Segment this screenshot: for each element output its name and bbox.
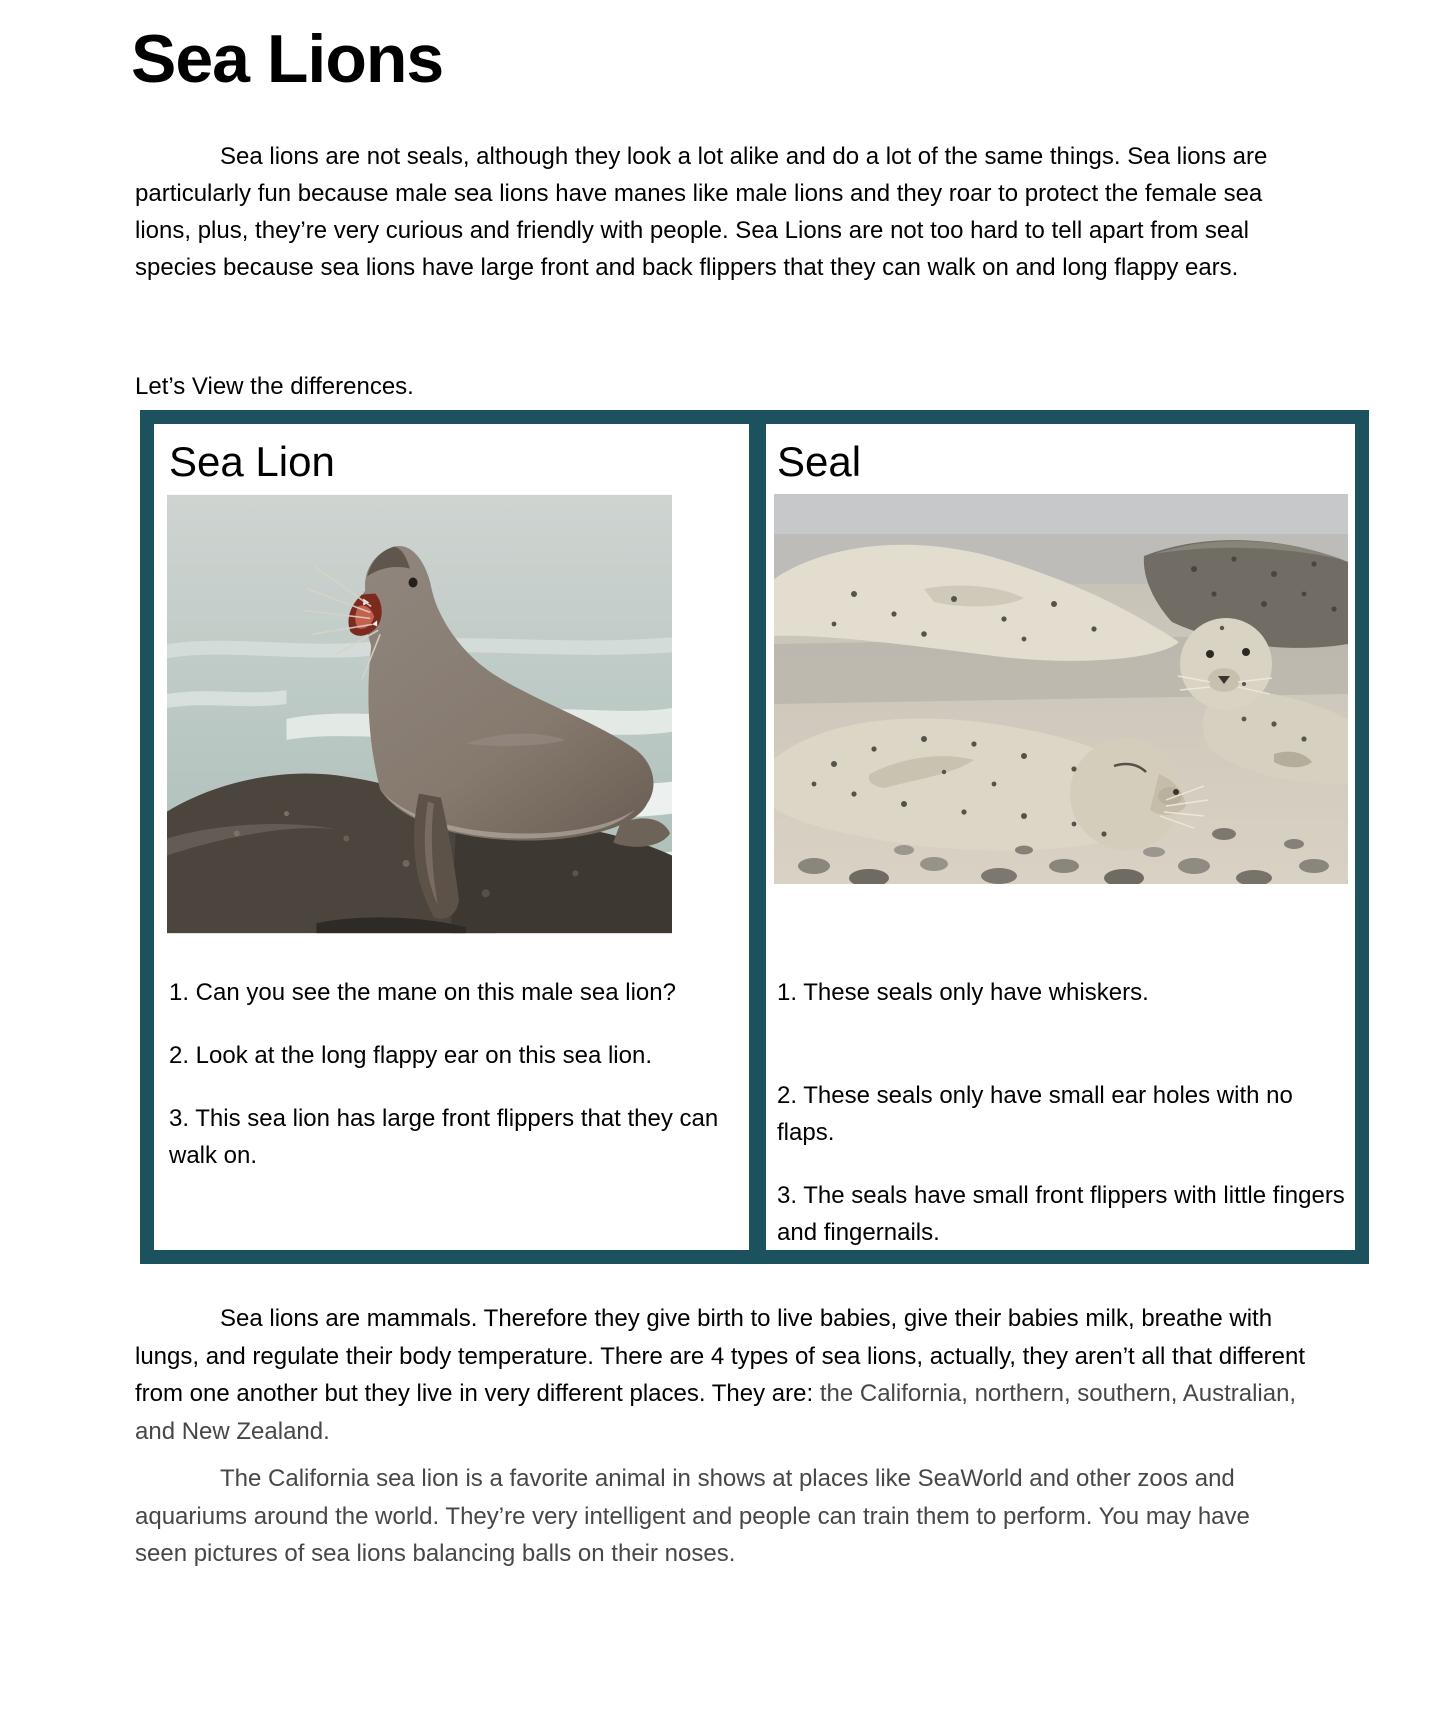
lead-in-text: Let’s View the differences. [135, 373, 414, 400]
body-paragraphs [135, 1300, 1307, 1573]
page-title: Sea Lions [131, 21, 444, 97]
seal-fact-3: 3. The seals have small front flippers with little fingers and fingernails. [777, 1182, 1345, 1246]
sea-lion-heading: Sea Lion [169, 438, 335, 485]
seal-heading: Seal [777, 438, 862, 485]
sea-lion-fact-1: 1. Can you see the mane on this male sea lion? [169, 979, 676, 1006]
seal-photo [774, 494, 1348, 884]
comparison-table [140, 410, 1369, 1264]
mammals-paragraph-black: Sea lions are mammals. Therefore they give birth to live babies, give their babies milk, breathe with lungs, and regulate their body temperature. There are 4 types of sea lions, actually, they aren’t all that different from one another but they live in very different places. They are: [135, 1305, 1306, 1407]
mammals-paragraph [135, 1300, 1307, 1450]
sea-lion-photo [167, 494, 672, 934]
intro-paragraph: Sea lions are not seals, although they look a lot alike and do a lot of the same things. Sea lions are particularly fun because male sea lions have manes like male lions and they roar to protect the female sea lions, plus, they’re very curious and friendly with people. Sea Lions are not too hard to tell apart from seal species because sea lions have large front and back flippers that they can walk on and long flappy ears. [135, 143, 1268, 281]
seal-fact-2: 2. These seals only have small ear holes with no flaps. [777, 1082, 1293, 1146]
sea-lion-types-gray: the California, northern, southern, Australian, and New Zealand. [135, 1380, 1297, 1445]
sea-lion-fact-3: 3. This sea lion has large front flippers that they can walk on. [169, 1105, 719, 1169]
seal-fact-1: 1. These seals only have whiskers. [777, 979, 1149, 1006]
sea-lion-fact-2: 2. Look at the long flappy ear on this sea lion. [169, 1042, 652, 1069]
seal-cell [766, 424, 1355, 1250]
sea-lion-cell [154, 424, 749, 1250]
california-paragraph: The California sea lion is a favorite animal in shows at places like SeaWorld and other zoos and aquariums around the world. They’re very intelligent and people can train them to perform. You may have seen pictures of sea lions balancing balls on their noses. [135, 1465, 1250, 1567]
